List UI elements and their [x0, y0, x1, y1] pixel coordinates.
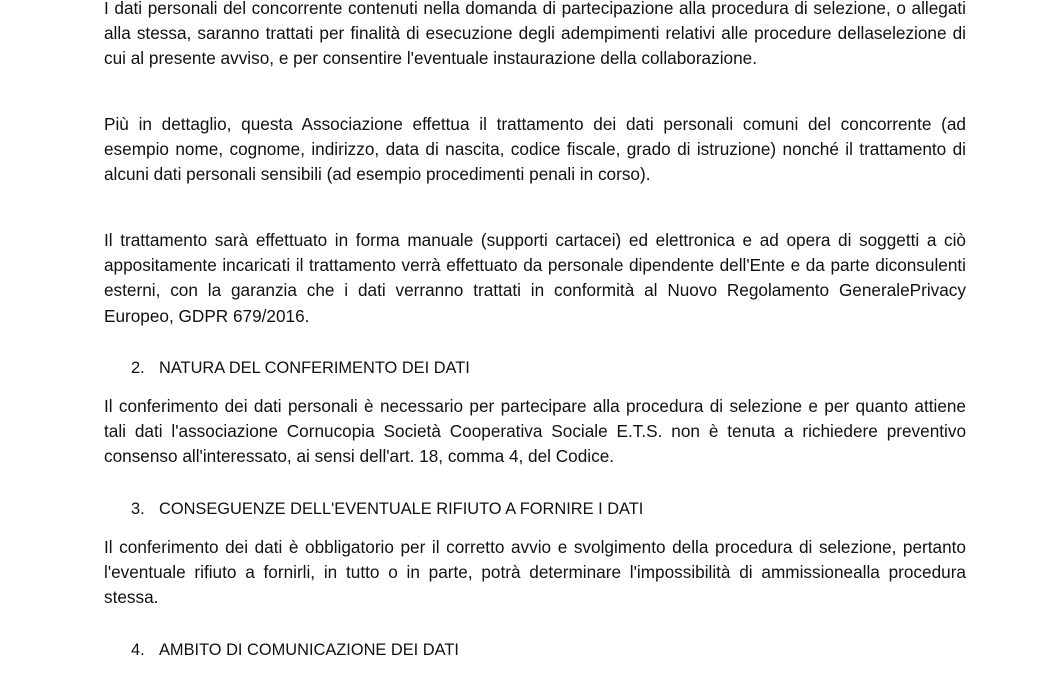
section-heading-2: [131, 356, 470, 380]
section-number: 2.: [131, 359, 145, 377]
section-title: NATURA DEL CONFERIMENTO DEI DATI: [159, 359, 470, 377]
section-title: CONSEGUENZE DELL'EVENTUALE RIFIUTO A FORNIRE I DATI: [159, 500, 644, 518]
section-number: 3.: [131, 500, 145, 518]
section-number: 4.: [131, 641, 145, 659]
section-title: AMBITO DI COMUNICAZIONE DEI DATI: [159, 641, 459, 659]
section-heading-3: [131, 497, 643, 521]
paragraph-data-details: Più in dettaglio, questa Associazione effettua il trattamento dei dati personali comuni del concorrente (ad esempio nome, cognome, indirizzo, data di nascita, codice fiscale, grado di istruzione) nonché il trattamento di alcuni dati personali sensibili (ad esempio procedimenti penali in corso).: [104, 114, 966, 185]
paragraph-processing-mode: Il trattamento sarà effettuato in forma manuale (supporti cartacei) ed elettronica e ad opera di soggetti a ciò appositamente incaricati il trattamento verrà effettuato da personale dipendente dell'Ente e da parte diconsulenti esterni, con la garanzia che i dati verranno trattati in conformità al Nuovo Regolamento GeneralePrivacy Europeo, GDPR 679/2016.: [104, 230, 966, 326]
paragraph-refusal-consequences: Il conferimento dei dati è obbligatorio per il corretto avvio e svolgimento della procedura di selezione, pertanto l'eventuale rifiuto a fornirli, in tutto o in parte, potrà determinare l'impossibilità di ammissionealla procedura stessa.: [104, 537, 966, 608]
paragraph-data-purpose: I dati personali del concorrente contenuti nella domanda di partecipazione alla procedura di selezione, o allegati alla stessa, saranno trattati per finalità di esecuzione degli adempimenti relativi alle procedure dellaselezione di cui al presente avviso, e per consentire l'eventuale instaurazione della collaborazione.: [104, 0, 966, 69]
section-heading-4: [131, 638, 459, 662]
paragraph-data-nature: Il conferimento dei dati personali è necessario per partecipare alla procedura di selezione e per quanto attiene tali dati l'associazione Cornucopia Società Cooperativa Sociale E.T.S. non è tenuta a richiedere preventivo consenso all'interessato, ai sensi dell'art. 18, comma 4, del Codice.: [104, 396, 966, 467]
